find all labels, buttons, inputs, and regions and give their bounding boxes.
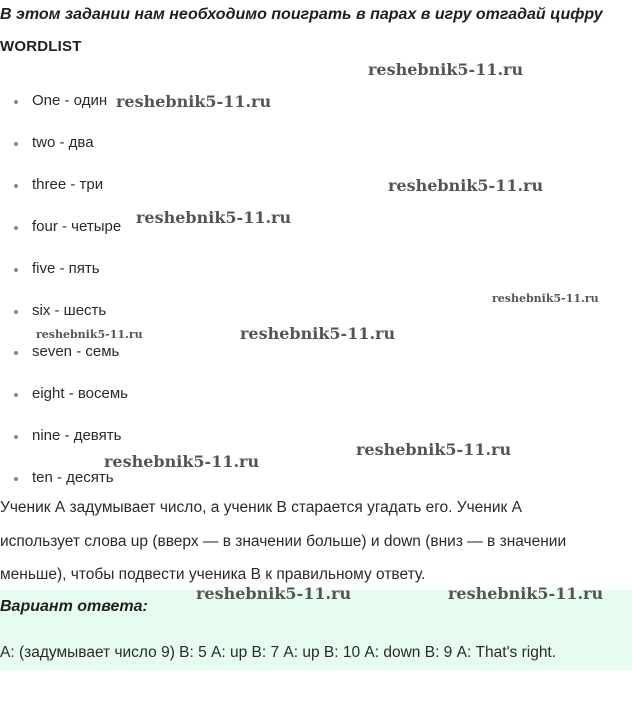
list-item	[14, 467, 114, 487]
word-text: nine - девять	[32, 426, 122, 444]
bullet-icon	[14, 351, 18, 355]
watermark: reshebnik5-11.ru	[448, 584, 604, 603]
word-text: ten - десять	[32, 468, 114, 486]
watermark: reshebnik5-11.ru	[116, 92, 272, 111]
bullet-icon	[14, 477, 18, 481]
paragraph-line: меньше), чтобы подвести ученика В к правильному ответу.	[0, 566, 426, 583]
watermark: reshebnik5-11.ru	[356, 440, 512, 459]
word-text: three - три	[32, 175, 104, 193]
watermark: reshebnik5-11.ru	[240, 324, 396, 343]
answer-title: Вариант ответа:	[0, 598, 148, 615]
bullet-icon	[14, 184, 18, 188]
watermark: reshebnik5-11.ru	[388, 176, 544, 195]
bullet-icon	[14, 100, 18, 104]
wordlist-title: WORDLIST	[0, 38, 82, 55]
word-text: four - четыре	[32, 217, 122, 235]
list-item	[14, 258, 100, 278]
word-text: seven - семь	[32, 342, 120, 360]
word-text: six - шесть	[32, 301, 107, 319]
paragraph-line: Ученик А задумывает число, а ученик В старается угадать его. Ученик А	[0, 499, 522, 516]
watermark: reshebnik5-11.ru	[104, 452, 260, 471]
intro-text: В этом задании нам необходимо поиграть в парах в игру отгадай цифру	[0, 6, 603, 23]
watermark: reshebnik5-11.ru	[196, 584, 352, 603]
list-item	[14, 174, 103, 194]
watermark: reshebnik5-11.ru	[368, 60, 524, 79]
bullet-icon	[14, 393, 18, 397]
list-item	[14, 216, 121, 236]
watermark: reshebnik5-11.ru	[36, 328, 143, 341]
bullet-icon	[14, 435, 18, 439]
list-item	[14, 132, 94, 152]
word-text: One - один	[32, 91, 108, 109]
word-text: eight - восемь	[32, 384, 128, 402]
list-item	[14, 425, 121, 445]
word-text: two - два	[32, 133, 94, 151]
paragraph-line: использует слова up (вверх — в значении больше) и down (вниз — в значении	[0, 533, 567, 550]
answer-text: А: (задумывает число 9) В: 5 А: up В: 7 А: up В: 10 А: down В: 9 А: That's right.	[0, 644, 557, 661]
word-text: five - пять	[32, 259, 100, 277]
bullet-icon	[14, 310, 18, 314]
list-item	[14, 90, 107, 110]
watermark: reshebnik5-11.ru	[136, 208, 292, 227]
watermark: reshebnik5-11.ru	[492, 292, 599, 305]
bullet-icon	[14, 226, 18, 230]
list-item	[14, 383, 128, 403]
list-item	[14, 300, 106, 320]
bullet-icon	[14, 142, 18, 146]
list-item	[14, 341, 119, 361]
bullet-icon	[14, 268, 18, 272]
